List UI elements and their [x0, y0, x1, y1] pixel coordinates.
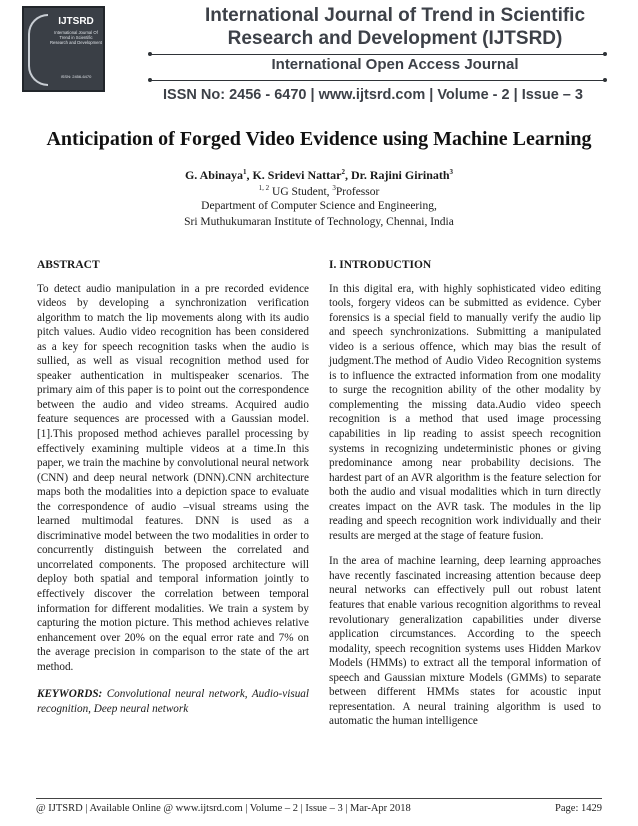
author-list: G. Abinaya$^1$, K. Sridevi Nattar$^2$, Dr. Rajini Girinath$^3$ — [184, 168, 454, 182]
footer-info: @ IJTSRD | Available Online @ www.ijtsrd.com | Volume – 2 | Issue – 3 | Mar-Apr 2018 — [36, 803, 411, 814]
paper-title: Anticipation of Forged Video Evidence using Machine Learning — [46, 128, 592, 150]
rule-dot — [148, 52, 152, 56]
journal-title-line2: Research and Development (IJTSRD) — [227, 28, 563, 49]
introduction-paragraph-1: In this digital era, with highly sophisticated video editing tools, forgery videos can be submitted as evidence. Cyber forensics is a special field to manually verify the audio lip and speech synchronizations. Submitting a manipulated video is a serious offence, which may bias the result of judgment.The method of Audio Video Recognition systems is to influence the extracted information from one modality to surge the recognition ability of the other modality by complementing the missing data.Audio video speech recognition is a method that used image processing capabilities in lip reading to assist speech recognition systems in recognizing undeterministic phones or giving predominance among near probability decisions. The hardest part of an AVR algorithm is the feature selection for both the audio and visual modalities which in turn directly creates impact on the AVR task. The modules in the lip reading and speech recognition work individually and their results are merged at the stage of feature fusion. — [329, 282, 601, 542]
author-sup: 2 — [341, 168, 345, 176]
abstract-heading: ABSTRACT — [37, 259, 100, 271]
abstract-body: To detect audio manipulation in a pre recorded evidence videos by developing a synchronization verification algorithm to match the lip movements along with its audio pitch values. Audio video recognition has been considered as a key for speech recognition tasks when the audio is sullied, as well as visual recognition method used for speaker authentication in multispeaker scenarios. The primary aim of this paper is to point out the correspondence between the audio and video streams. Acquired audio feature sequences are processed with a Gaussian model. [1].This proposed method achieves parallel processing by effectively examining multiple videos at a time.In this paper, we train the machine by convolutional neural network (CNN) and deep neural network (DNN).CNN architecture maps both the modalities into a depiction space to evaluate the correspondence of audio –visual streams using the learned multimodal features. DNN is used as a discriminative model between the two modalities in order to concurrently distinguish between the correlated and uncorrelated components. The proposed architecture will deploy both spatial and temporal information jointly to effectively discover the correlation between temporal information for different modalities. We train a system by capturing the motion picture. This method achieves relative enhancement over 20% on the equal error rate and 7% on the average precision in comparison to the state of the art method. — [37, 282, 309, 673]
author-name: G. Abinaya — [184, 168, 243, 182]
introduction-paragraph-2: In the area of machine learning, deep learning approaches have recently fascinated increasing attention because deep neural networks can effectively pull out robust latent features that enable various recognition algorithms to reveal revolutionary generalization capabilities under diverse application circumstances. According to the speech modality, speech recognition systems uses Hidden Markov Models (HMMs) to extract all the temporal information of speech and Gaussian mixture Models (GMMs) to separate between different HMMs states for acoustic input representation. A neural training algorithm is used to automatic the human intelligence — [329, 555, 601, 728]
issn-volume-line: ISSN No: 2456 - 6470 | www.ijtsrd.com | Volume - 2 | Issue – 3 — [163, 87, 583, 103]
logo-caption: International Journal Of Trend in Scientific Research and Development — [50, 30, 102, 45]
abstract-column — [37, 258, 309, 716]
department: Department of Computer Science and Engineering, — [201, 200, 437, 212]
header-rule-bottom — [150, 80, 605, 81]
author-sup: 1 — [242, 168, 247, 176]
rule-dot — [603, 52, 607, 56]
keywords-label: KEYWORDS: — [37, 688, 103, 701]
journal-title — [200, 4, 590, 50]
roles-text: UG Student, — [272, 185, 333, 198]
page-number: Page: 1429 — [555, 803, 602, 814]
institute: Sri Muthukumaran Institute of Technology, Chennai, India — [184, 216, 454, 228]
logo-arc-shape — [28, 14, 48, 86]
page-footer — [36, 803, 602, 814]
journal-logo — [22, 6, 105, 92]
keywords-text: Convolutional neural network, Audio-visual recognition, Deep neural network — [37, 688, 309, 715]
rule-dot — [603, 78, 607, 82]
author-roles — [20, 184, 618, 198]
author-sup: 3 — [449, 168, 454, 176]
keywords — [37, 687, 309, 716]
open-access-label: International Open Access Journal — [271, 56, 519, 73]
roles-text: Professor — [335, 185, 380, 198]
footer-rule — [36, 798, 602, 799]
roles-sup: 1, 2 — [258, 184, 270, 192]
logo-issn: ISSN: 2456-6470 — [60, 74, 92, 79]
author-name: Dr. Rajini Girinath — [350, 168, 450, 182]
header-rule-top — [150, 54, 605, 55]
introduction-heading: I. INTRODUCTION — [329, 259, 432, 271]
author-name: K. Sridevi Nattar — [252, 168, 342, 182]
journal-title-line1: International Journal of Trend in Scientific — [204, 5, 586, 26]
introduction-column — [329, 258, 601, 740]
roles-sup: 3 — [332, 184, 336, 192]
logo-word: IJTSRD — [58, 16, 94, 27]
rule-dot — [148, 78, 152, 82]
